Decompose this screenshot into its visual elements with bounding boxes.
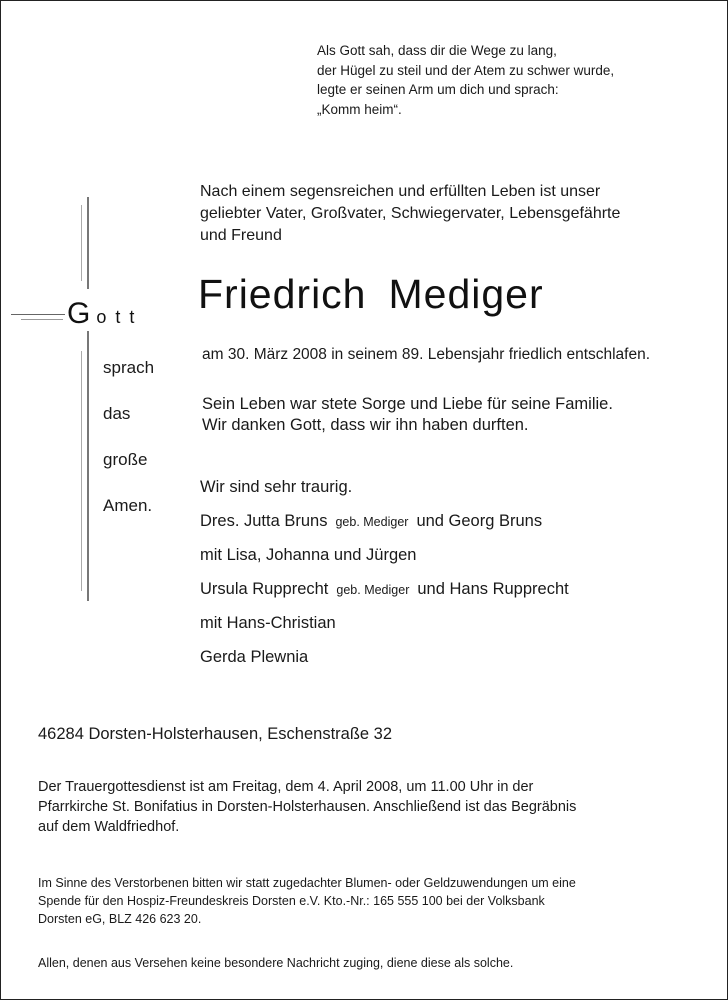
mourner-row: Gerda Plewnia — [200, 648, 309, 666]
cross-word: sprach — [103, 358, 155, 377]
mourner-nee: geb. Mediger — [335, 515, 409, 529]
cross-line-lower-thick — [87, 331, 89, 601]
poem-block — [317, 41, 614, 119]
mourner-nee: geb. Mediger — [336, 583, 410, 597]
service-info — [38, 777, 576, 837]
mourner-row: mit Lisa, Johanna und Jürgen — [200, 546, 417, 564]
mourner-name: Ursula Rupprecht — [200, 580, 329, 598]
deceased-first-name: Friedrich — [198, 271, 367, 317]
life-text — [202, 394, 613, 436]
deceased-last-name: Mediger — [388, 271, 544, 317]
cross-words — [103, 356, 154, 540]
cross-word: Amen. — [103, 496, 153, 515]
mourner-row: mit Hans-Christian — [200, 614, 336, 632]
intro-text — [200, 181, 700, 247]
mourners-block — [200, 476, 569, 680]
cross-gott-initial: G — [67, 297, 91, 330]
mourner-row — [200, 578, 569, 612]
mourners-heading: Wir sind sehr traurig. — [200, 478, 353, 496]
service-line: Pfarrkirche St. Bonifatius in Dorsten-Holsterhausen. Anschließend ist das Begräbnis — [38, 799, 577, 815]
cross-line-upper-thin — [81, 205, 82, 281]
donation-line: Dorsten eG, BLZ 426 623 20. — [38, 912, 202, 926]
cross-line-lower-thin — [81, 351, 82, 591]
cross-word: das — [103, 404, 131, 423]
mourner-spouse: und Georg Bruns — [416, 512, 543, 530]
deceased-name — [198, 271, 544, 318]
mourner-name: Dres. Jutta Bruns — [200, 512, 328, 530]
poem-line: Als Gott sah, dass dir die Wege zu lang, — [317, 43, 557, 58]
donation-info — [38, 874, 576, 928]
life-line: Wir danken Gott, dass wir ihn haben durften. — [202, 416, 529, 434]
cross-line-upper-thick — [87, 197, 89, 289]
cross-bar-line-2 — [21, 319, 63, 320]
life-line: Sein Leben war stete Sorge und Liebe für seine Familie. — [202, 395, 613, 413]
intro-line: und Freund — [200, 227, 282, 244]
cross-gott-rest: ott — [96, 307, 144, 327]
donation-line: Spende für den Hospiz-Freundeskreis Dorsten e.V. Kto.-Nr.: 165 555 100 bei der Volksbank — [38, 894, 545, 908]
poem-line: legte er seinen Arm um dich und sprach: — [317, 82, 559, 97]
donation-line: Im Sinne des Verstorbenen bitten wir statt zugedachter Blumen- oder Geldzuwendungen um eine — [38, 876, 576, 890]
closing-note: Allen, denen aus Versehen keine besondere Nachricht zuging, diene diese als solche. — [38, 956, 514, 970]
death-note: am 30. März 2008 in seinem 89. Lebensjahr friedlich entschlafen. — [202, 346, 651, 363]
service-line: Der Trauergottesdienst ist am Freitag, dem 4. April 2008, um 11.00 Uhr in der — [38, 779, 534, 795]
cross-bar-line — [11, 314, 65, 315]
mourner-spouse: und Hans Rupprecht — [417, 580, 569, 598]
service-line: auf dem Waldfriedhof. — [38, 819, 180, 835]
address: 46284 Dorsten-Holsterhausen, Eschenstraße 32 — [38, 725, 393, 743]
cross-word: große — [103, 450, 148, 469]
cross-gott-text — [67, 297, 143, 331]
poem-line: der Hügel zu steil und der Atem zu schwer wurde, — [317, 62, 615, 78]
intro-line: geliebter Vater, Großvater, Schwiegervater, Lebensgefährte — [200, 205, 621, 222]
poem-line: „Komm heim“. — [317, 101, 402, 117]
intro-line: Nach einem segensreichen und erfüllten Leben ist unser — [200, 183, 601, 200]
mourner-row — [200, 510, 569, 544]
